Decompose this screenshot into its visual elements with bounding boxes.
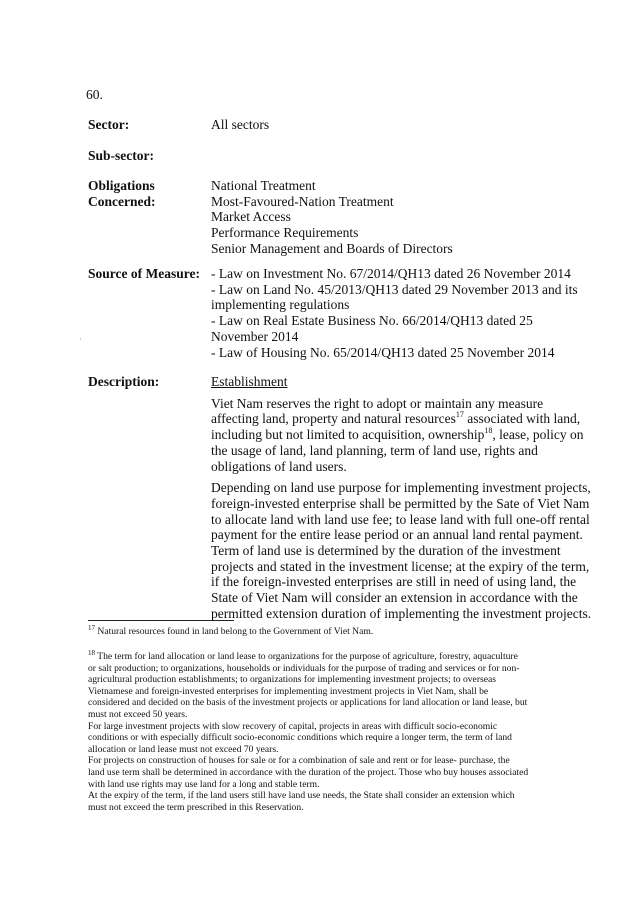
obligations-label-line1: Obligations — [88, 178, 155, 193]
footnote-18-line: or salt production; to organizations, households or individuals for the purpose of trading and services or for non- — [88, 662, 520, 674]
description-p1-line — [211, 396, 583, 412]
p1-text-part: affecting land, property and natural resources — [211, 411, 456, 427]
sector-value — [211, 117, 583, 133]
obligation-item: Senior Management and Boards of Directors — [211, 240, 453, 256]
obligation-item: National Treatment — [211, 178, 316, 193]
description-p2-line: payment for the entire lease period or an annual land rental payment. — [211, 527, 583, 543]
description-p2-line: State of Viet Nam will consider an extension in accordance with the — [211, 590, 578, 606]
obligation-item: Most-Favoured-Nation Treatment — [211, 193, 394, 209]
obligation-item: Performance Requirements — [211, 225, 359, 241]
p1-text-part: associated with land, — [463, 411, 581, 427]
footnote-ref-18[interactable]: 18 — [484, 425, 493, 435]
obligations-list — [211, 178, 583, 257]
p1-text-part: including but not limited to acquisition, ownership — [211, 427, 485, 443]
footnote-18-line: must not exceed 50 years. — [88, 708, 188, 720]
footnote-18-line: considered and decided on the basis of the investment projects or applications for land allocation or land lease, but — [88, 697, 528, 709]
source-line: - Law on Investment No. 67/2014/QH13 dated 26 November 2014 — [211, 266, 571, 281]
sub-sector-label: Sub-sector: — [88, 148, 154, 163]
footnote-17 — [88, 623, 584, 638]
obligations-label — [88, 178, 156, 210]
footnote-18-line: allocation or land lease must not exceed 70 years. — [88, 743, 279, 755]
margin-mark: · — [79, 334, 82, 344]
obligation-item: Market Access — [211, 209, 291, 225]
footnote-17-mark: 17 — [88, 623, 95, 632]
description-body — [211, 374, 592, 622]
description-p2-line: foreign-invested enterprise shall be permitted by the Sate of Viet Nam — [211, 495, 590, 511]
source-line: November 2014 — [211, 328, 299, 344]
footnote-18-line: For large investment projects with slow recovery of capital, projects in areas with difficult socio-economic — [88, 720, 498, 732]
description-p2-line: to allocate land with land use fee; to lease land with full one-off rental — [211, 511, 590, 527]
description-p1-line: obligations of land users. — [211, 458, 347, 474]
footnote-18-line: with land use rights may use land for a long and stable term. — [88, 778, 320, 790]
description-heading: Establishment — [211, 374, 288, 389]
obligations-label-line2: Concerned: — [88, 194, 156, 209]
source-line: implementing regulations — [211, 297, 350, 313]
footnote-18 — [88, 648, 584, 813]
source-line: - Law of Housing No. 65/2014/QH13 dated 25 November 2014 — [211, 344, 555, 360]
fn18-line-text: The term for land allocation or land lease to organizations for the purpose of agriculture, forestry, aquaculture — [95, 651, 518, 662]
footnote-17-text: Natural resources found in land belong to the Government of Viet Nam. — [97, 626, 374, 637]
sector-value-text: All sectors — [211, 117, 270, 132]
source-label: Source of Measure: — [88, 266, 200, 281]
description-p2-line: projects and stated in the investment license; at the expiry of the term, — [211, 558, 590, 574]
description-p2 — [211, 480, 592, 621]
p1-text-part: , lease, policy on — [492, 427, 584, 443]
source-line: - Law on Real Estate Business No. 66/2014/QH13 dated 25 — [211, 313, 533, 329]
p1-line-text: the usage of land, land planning, term of land use, rights and — [211, 442, 538, 458]
description-p2-line: permitted extension duration of implementing the investment projects. — [211, 605, 592, 621]
source-line: - Law on Land No. 45/2013/QH13 dated 29 November 2013 and its — [211, 281, 578, 297]
footnote-18-line: At the expiry of the term, if the land users still have land use needs, the State shall consider an extension which — [88, 790, 515, 802]
footnote-divider — [88, 620, 234, 621]
footnote-18-line: must not exceed the term prescribed in this Reservation. — [88, 801, 304, 813]
description-p1-line — [211, 427, 583, 443]
source-list — [211, 266, 583, 360]
footnote-18-line — [88, 648, 584, 663]
description-p1-line — [211, 411, 583, 427]
description-p1-line — [211, 443, 583, 459]
description-label: Description: — [88, 374, 160, 389]
sector-label: Sector: — [88, 117, 130, 132]
entry-number: 60. — [86, 87, 103, 102]
footnote-18-mark: 18 — [88, 648, 95, 657]
footnote-ref-17[interactable]: 17 — [455, 409, 464, 419]
description-p2-line: if the foreign-invested enterprises are still in need of using land, the — [211, 574, 577, 590]
footnote-18-line: Vietnamese and foreign-invested enterprises for implementing investment projects in Viet Nam, shall be — [88, 685, 489, 697]
footnote-18-line: For projects on construction of houses for sale or for a combination of sale and rent or for lease- purchase, the — [88, 755, 510, 767]
footnote-18-line: conditions or with especially difficult socio-economic conditions which require a longer term, the term of land — [88, 732, 512, 744]
footnote-18-line: agricultural production establishments; to organizations for implementing investment projects; to overseas — [88, 674, 496, 686]
p1-line-text: Viet Nam reserves the right to adopt or maintain any measure — [211, 395, 544, 411]
footnote-18-line: land use term shall be determined in accordance with the duration of the project. Those who buy houses associated — [88, 766, 529, 778]
p1-line-text — [211, 411, 580, 427]
description-p2-line: Depending on land use purpose for implementing investment projects, — [211, 480, 591, 496]
description-p2-line: Term of land use is determined by the duration of the investment — [211, 543, 561, 559]
